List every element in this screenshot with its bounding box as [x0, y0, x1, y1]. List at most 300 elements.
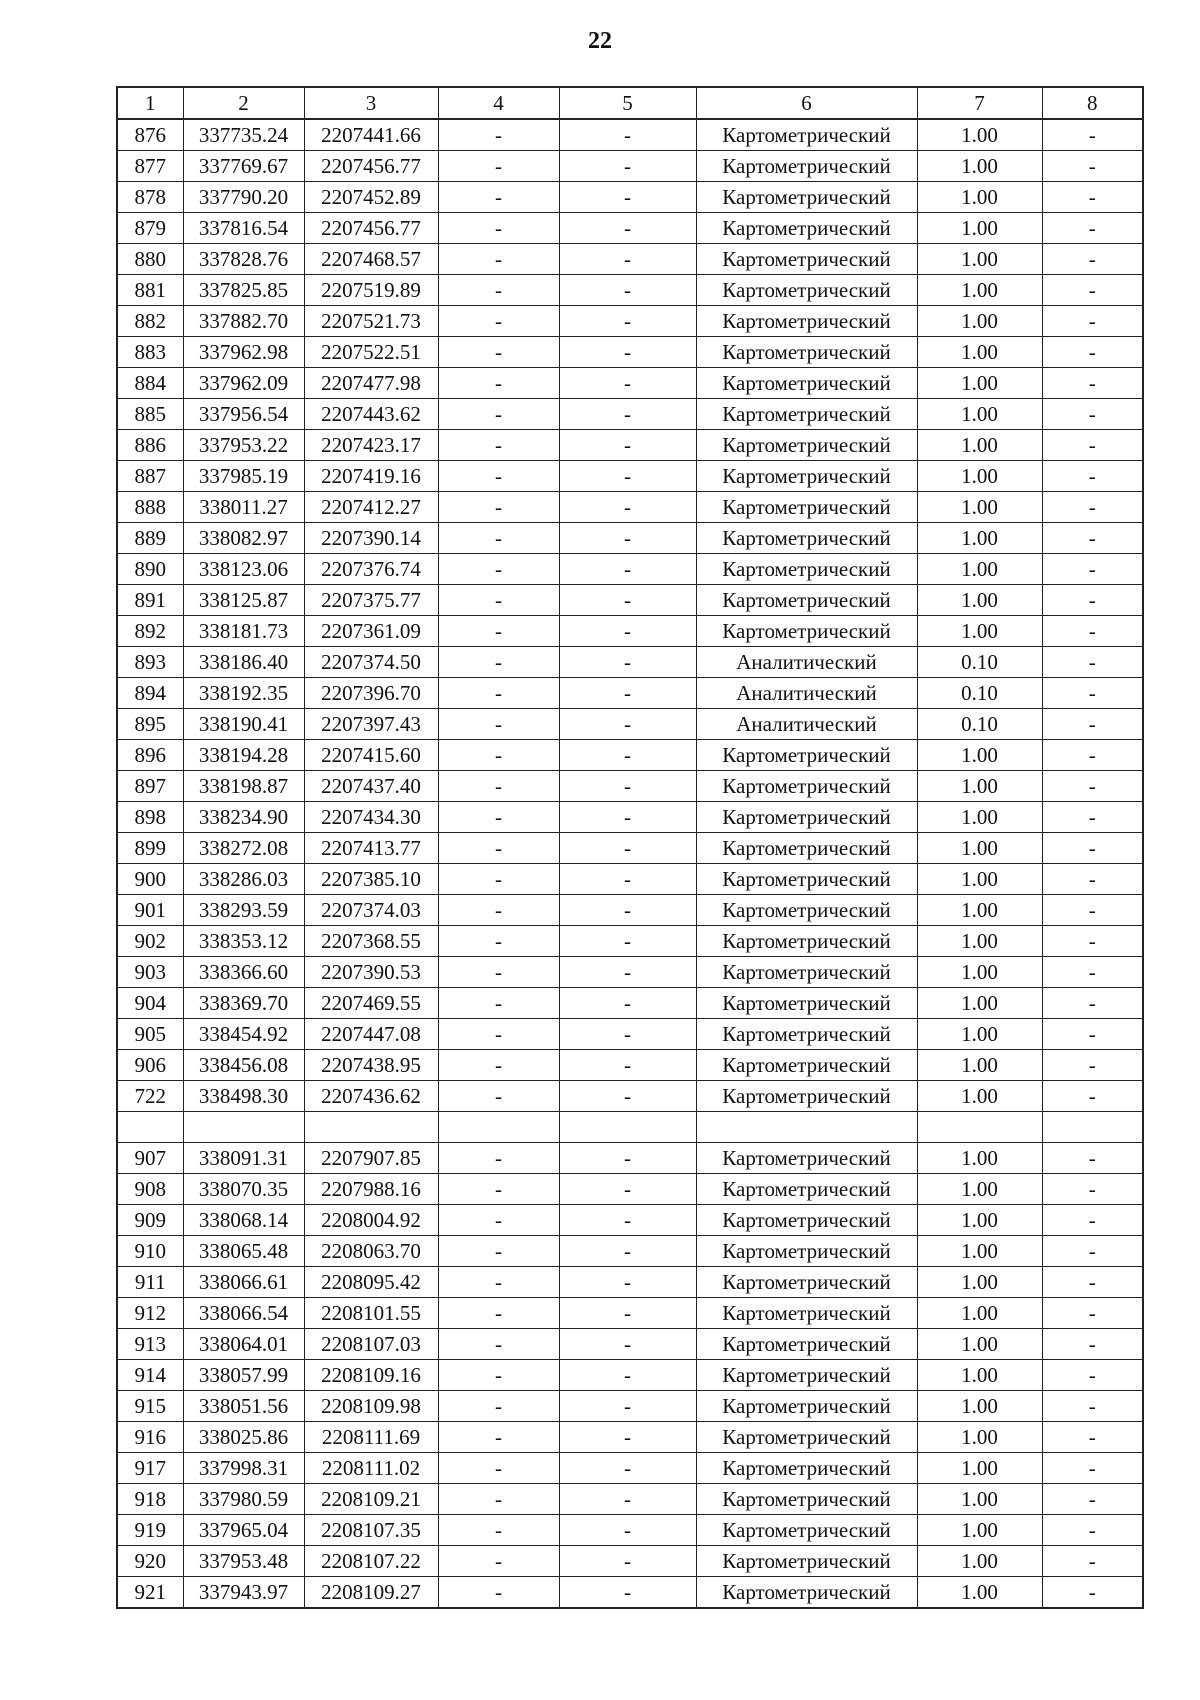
table-cell: 2207415.60 — [304, 740, 438, 771]
table-cell: 1.00 — [917, 1174, 1042, 1205]
table-header — [117, 87, 1143, 119]
table-row — [117, 1515, 1143, 1546]
table-cell: - — [438, 988, 559, 1019]
table-cell: - — [559, 895, 696, 926]
table-cell: 911 — [117, 1267, 183, 1298]
table-cell: - — [559, 771, 696, 802]
table-cell: 2207375.77 — [304, 585, 438, 616]
table-cell: 1.00 — [917, 1360, 1042, 1391]
table-cell: 337769.67 — [183, 151, 304, 182]
table-cell: 337943.97 — [183, 1577, 304, 1609]
table-cell: 2207374.50 — [304, 647, 438, 678]
table-cell: 1.00 — [917, 1236, 1042, 1267]
table-cell — [117, 1112, 183, 1143]
table-cell: 2208107.03 — [304, 1329, 438, 1360]
table-cell: - — [559, 1267, 696, 1298]
table-cell: 338194.28 — [183, 740, 304, 771]
table-cell: - — [559, 368, 696, 399]
table-cell: - — [559, 1546, 696, 1577]
table-cell: 338181.73 — [183, 616, 304, 647]
table-cell: Картометрический — [696, 1081, 917, 1112]
table-cell: 1.00 — [917, 368, 1042, 399]
table-cell: - — [1042, 1267, 1143, 1298]
table-row — [117, 833, 1143, 864]
table-cell: Аналитический — [696, 678, 917, 709]
table-cell: Картометрический — [696, 523, 917, 554]
table-cell: - — [438, 1453, 559, 1484]
table-cell: - — [1042, 430, 1143, 461]
table-cell: 0.10 — [917, 678, 1042, 709]
table-cell: 337828.76 — [183, 244, 304, 275]
table-cell: Картометрический — [696, 1453, 917, 1484]
table-cell: 338068.14 — [183, 1205, 304, 1236]
table-cell: - — [438, 213, 559, 244]
table-cell: - — [438, 399, 559, 430]
table-cell: 2208107.22 — [304, 1546, 438, 1577]
table-cell: - — [559, 957, 696, 988]
table-cell: - — [559, 1081, 696, 1112]
table-cell: Картометрический — [696, 585, 917, 616]
table-cell: 2207907.85 — [304, 1143, 438, 1174]
table-cell: 883 — [117, 337, 183, 368]
table-cell: 1.00 — [917, 616, 1042, 647]
table-cell: - — [438, 833, 559, 864]
table-cell: Картометрический — [696, 1391, 917, 1422]
table-row — [117, 802, 1143, 833]
table-cell: 1.00 — [917, 1050, 1042, 1081]
table-cell — [559, 1112, 696, 1143]
table-cell: 2207468.57 — [304, 244, 438, 275]
table-cell: 920 — [117, 1546, 183, 1577]
table-cell: Картометрический — [696, 1546, 917, 1577]
table-cell: - — [559, 1360, 696, 1391]
table-cell: 338186.40 — [183, 647, 304, 678]
table-cell: - — [1042, 213, 1143, 244]
table-cell: 2208004.92 — [304, 1205, 438, 1236]
table-cell: 337985.19 — [183, 461, 304, 492]
table-cell: 337816.54 — [183, 213, 304, 244]
table-cell: - — [438, 1298, 559, 1329]
table-cell: 919 — [117, 1515, 183, 1546]
table-cell: - — [559, 1050, 696, 1081]
table-cell: 876 — [117, 119, 183, 151]
table-cell: - — [1042, 771, 1143, 802]
table-cell: - — [1042, 1174, 1143, 1205]
table-cell: 337825.85 — [183, 275, 304, 306]
table-row — [117, 1422, 1143, 1453]
table-cell: - — [559, 802, 696, 833]
table-cell: 338051.56 — [183, 1391, 304, 1422]
table-cell: 1.00 — [917, 957, 1042, 988]
table-cell: 337980.59 — [183, 1484, 304, 1515]
table-cell: 338091.31 — [183, 1143, 304, 1174]
table-cell: Картометрический — [696, 864, 917, 895]
table-cell: Картометрический — [696, 1174, 917, 1205]
table-row — [117, 1050, 1143, 1081]
table-cell: 338369.70 — [183, 988, 304, 1019]
table-cell: Картометрический — [696, 151, 917, 182]
table-cell: 2207412.27 — [304, 492, 438, 523]
table-row — [117, 1143, 1143, 1174]
table-cell: - — [559, 709, 696, 740]
table-row — [117, 771, 1143, 802]
table-cell: - — [438, 430, 559, 461]
table-cell: 338190.41 — [183, 709, 304, 740]
table-cell: - — [1042, 182, 1143, 213]
table-cell: Картометрический — [696, 1205, 917, 1236]
table-cell: 889 — [117, 523, 183, 554]
table-cell: Аналитический — [696, 647, 917, 678]
table-cell: - — [559, 1329, 696, 1360]
table-cell: Картометрический — [696, 1329, 917, 1360]
table-cell: 1.00 — [917, 492, 1042, 523]
table-cell: 337953.22 — [183, 430, 304, 461]
table-cell: 1.00 — [917, 337, 1042, 368]
table-cell: - — [438, 151, 559, 182]
table-cell: - — [559, 213, 696, 244]
coordinates-table — [116, 86, 1144, 1609]
table-cell: - — [1042, 1019, 1143, 1050]
table-row — [117, 554, 1143, 585]
table-cell: - — [438, 554, 559, 585]
table-cell: - — [1042, 1360, 1143, 1391]
table-cell: 337790.20 — [183, 182, 304, 213]
table-cell: - — [559, 1484, 696, 1515]
table-cell: - — [559, 678, 696, 709]
table-cell: 2208109.16 — [304, 1360, 438, 1391]
table-cell: - — [559, 1205, 696, 1236]
table-row — [117, 1112, 1143, 1143]
table-cell: - — [438, 1515, 559, 1546]
table-cell: - — [1042, 895, 1143, 926]
table-cell: 908 — [117, 1174, 183, 1205]
table-cell: 906 — [117, 1050, 183, 1081]
table-cell: Картометрический — [696, 1422, 917, 1453]
table-cell: - — [559, 275, 696, 306]
table-cell: Аналитический — [696, 709, 917, 740]
table-row — [117, 709, 1143, 740]
table-cell: - — [438, 1174, 559, 1205]
table-cell: - — [559, 492, 696, 523]
table-cell: 338070.35 — [183, 1174, 304, 1205]
column-header: 4 — [438, 87, 559, 119]
table-row — [117, 1577, 1143, 1609]
column-header: 3 — [304, 87, 438, 119]
table-cell: 1.00 — [917, 1546, 1042, 1577]
table-row — [117, 337, 1143, 368]
table-cell: 921 — [117, 1577, 183, 1609]
table-cell: 910 — [117, 1236, 183, 1267]
table-row — [117, 275, 1143, 306]
table-row — [117, 1391, 1143, 1422]
table-cell: - — [559, 647, 696, 678]
table-cell: 1.00 — [917, 244, 1042, 275]
table-cell: 1.00 — [917, 1391, 1042, 1422]
table-cell: 1.00 — [917, 1205, 1042, 1236]
table-cell: - — [438, 368, 559, 399]
table-cell: 1.00 — [917, 740, 1042, 771]
table-cell: - — [1042, 337, 1143, 368]
table-cell — [183, 1112, 304, 1143]
table-cell: 0.10 — [917, 709, 1042, 740]
table-cell: 879 — [117, 213, 183, 244]
table-cell: - — [559, 1453, 696, 1484]
table-cell: 1.00 — [917, 1484, 1042, 1515]
table-cell: - — [438, 1422, 559, 1453]
table-cell: 1.00 — [917, 1143, 1042, 1174]
table-cell: 891 — [117, 585, 183, 616]
table-cell: - — [1042, 647, 1143, 678]
table-row — [117, 1453, 1143, 1484]
table-cell: - — [559, 244, 696, 275]
table-cell: Картометрический — [696, 1143, 917, 1174]
table-cell: 1.00 — [917, 151, 1042, 182]
table-cell: Картометрический — [696, 275, 917, 306]
table-cell: 2207423.17 — [304, 430, 438, 461]
table-cell: - — [1042, 1205, 1143, 1236]
table-cell: Картометрический — [696, 213, 917, 244]
table-cell: Картометрический — [696, 1577, 917, 1609]
table-row — [117, 430, 1143, 461]
table-cell: 897 — [117, 771, 183, 802]
table-cell: - — [559, 616, 696, 647]
table-cell: Картометрический — [696, 337, 917, 368]
table-cell: - — [438, 275, 559, 306]
table-cell: 338125.87 — [183, 585, 304, 616]
table-cell: 337735.24 — [183, 119, 304, 151]
table-cell: 337882.70 — [183, 306, 304, 337]
table-cell: Картометрический — [696, 119, 917, 151]
table-cell: 877 — [117, 151, 183, 182]
table-cell: Картометрический — [696, 740, 917, 771]
table-cell: 2208101.55 — [304, 1298, 438, 1329]
table-cell: 338234.90 — [183, 802, 304, 833]
table-cell: 338286.03 — [183, 864, 304, 895]
table-cell: - — [438, 461, 559, 492]
table-cell: 917 — [117, 1453, 183, 1484]
table-cell: 338057.99 — [183, 1360, 304, 1391]
table-cell: 909 — [117, 1205, 183, 1236]
table-cell: - — [1042, 1422, 1143, 1453]
table-cell: - — [1042, 740, 1143, 771]
table-cell: - — [1042, 1577, 1143, 1609]
table-cell: Картометрический — [696, 1236, 917, 1267]
column-header: 6 — [696, 87, 917, 119]
table-cell: - — [438, 1081, 559, 1112]
table-cell: - — [1042, 957, 1143, 988]
table-cell: 338064.01 — [183, 1329, 304, 1360]
table-cell: 888 — [117, 492, 183, 523]
table-cell: - — [438, 864, 559, 895]
table-cell: - — [438, 119, 559, 151]
table-cell: 337965.04 — [183, 1515, 304, 1546]
table-cell: 2208109.98 — [304, 1391, 438, 1422]
table-cell: 338456.08 — [183, 1050, 304, 1081]
table-cell: 1.00 — [917, 1577, 1042, 1609]
table-cell: 1.00 — [917, 864, 1042, 895]
table-cell: - — [438, 740, 559, 771]
table-cell: - — [438, 244, 559, 275]
table-cell: Картометрический — [696, 926, 917, 957]
table-cell: - — [438, 1484, 559, 1515]
table-row — [117, 1081, 1143, 1112]
table-cell: 887 — [117, 461, 183, 492]
table-cell: 884 — [117, 368, 183, 399]
table-cell: 338366.60 — [183, 957, 304, 988]
table-cell: - — [1042, 368, 1143, 399]
table-cell: - — [1042, 864, 1143, 895]
table-cell: - — [1042, 678, 1143, 709]
table-cell: 338066.61 — [183, 1267, 304, 1298]
table-body — [117, 119, 1143, 1608]
table-cell: 914 — [117, 1360, 183, 1391]
table-cell: 2207376.74 — [304, 554, 438, 585]
table-cell: 2207988.16 — [304, 1174, 438, 1205]
table-cell: - — [559, 337, 696, 368]
table-cell: 1.00 — [917, 1422, 1042, 1453]
table-cell: - — [438, 492, 559, 523]
table-cell: - — [1042, 1453, 1143, 1484]
table-cell: 885 — [117, 399, 183, 430]
table-cell: 2207390.53 — [304, 957, 438, 988]
table-cell: - — [438, 523, 559, 554]
table-cell: 2207397.43 — [304, 709, 438, 740]
table-cell — [304, 1112, 438, 1143]
table-cell: - — [1042, 1515, 1143, 1546]
table-cell: - — [1042, 709, 1143, 740]
table-cell: - — [1042, 1050, 1143, 1081]
table-cell: 1.00 — [917, 802, 1042, 833]
table-cell: - — [1042, 1236, 1143, 1267]
table-row — [117, 213, 1143, 244]
table-cell: - — [559, 523, 696, 554]
table-cell: - — [1042, 554, 1143, 585]
table-cell: Картометрический — [696, 244, 917, 275]
table-cell: Картометрический — [696, 182, 917, 213]
column-header: 5 — [559, 87, 696, 119]
table-cell: 2207413.77 — [304, 833, 438, 864]
table-cell: - — [1042, 1546, 1143, 1577]
table-cell: 1.00 — [917, 213, 1042, 244]
table-cell: - — [438, 1391, 559, 1422]
table-cell: 2207419.16 — [304, 461, 438, 492]
table-cell: - — [438, 1236, 559, 1267]
table-cell: Картометрический — [696, 430, 917, 461]
table-cell: 1.00 — [917, 1019, 1042, 1050]
table-cell: 2207469.55 — [304, 988, 438, 1019]
table-row — [117, 1360, 1143, 1391]
table-cell: 337962.98 — [183, 337, 304, 368]
table-cell: - — [438, 337, 559, 368]
table-cell: Картометрический — [696, 1019, 917, 1050]
table-row — [117, 151, 1143, 182]
column-header: 7 — [917, 87, 1042, 119]
column-header: 8 — [1042, 87, 1143, 119]
table-cell: - — [438, 182, 559, 213]
page-number: 22 — [588, 28, 612, 54]
table-cell: 338293.59 — [183, 895, 304, 926]
table-cell: 338353.12 — [183, 926, 304, 957]
table-cell: Картометрический — [696, 771, 917, 802]
table-row — [117, 182, 1143, 213]
table-row — [117, 1174, 1143, 1205]
table-row — [117, 399, 1143, 430]
table-cell: - — [559, 740, 696, 771]
table-cell: - — [438, 1267, 559, 1298]
table-cell: Картометрический — [696, 399, 917, 430]
table-cell: - — [559, 864, 696, 895]
table-cell: - — [559, 1298, 696, 1329]
table-cell: - — [1042, 492, 1143, 523]
table-cell: 338498.30 — [183, 1081, 304, 1112]
table-cell: 2208111.69 — [304, 1422, 438, 1453]
table-row — [117, 1298, 1143, 1329]
table-cell: 2207374.03 — [304, 895, 438, 926]
table-cell: - — [438, 306, 559, 337]
table-cell: - — [438, 678, 559, 709]
table-cell: - — [1042, 244, 1143, 275]
table-cell: 2208107.35 — [304, 1515, 438, 1546]
table-cell: - — [559, 461, 696, 492]
table-cell: - — [559, 1174, 696, 1205]
table-cell: - — [559, 1391, 696, 1422]
table-cell: 0.10 — [917, 647, 1042, 678]
table-cell: - — [1042, 275, 1143, 306]
table-cell: 2207385.10 — [304, 864, 438, 895]
table-row — [117, 1236, 1143, 1267]
table-cell: - — [438, 895, 559, 926]
table-cell: 1.00 — [917, 1329, 1042, 1360]
table-row — [117, 585, 1143, 616]
table-cell: 2207361.09 — [304, 616, 438, 647]
table-cell: - — [1042, 802, 1143, 833]
table-cell: 337953.48 — [183, 1546, 304, 1577]
table-cell: - — [1042, 1143, 1143, 1174]
table-cell: 898 — [117, 802, 183, 833]
table-cell: - — [559, 1577, 696, 1609]
table-cell: 2208109.21 — [304, 1484, 438, 1515]
table-row — [117, 244, 1143, 275]
table-cell: - — [1042, 461, 1143, 492]
table-cell: 2207396.70 — [304, 678, 438, 709]
table-cell: - — [438, 957, 559, 988]
table-cell: - — [438, 1205, 559, 1236]
table-row — [117, 1329, 1143, 1360]
table-cell: - — [559, 1515, 696, 1546]
table-cell: - — [1042, 306, 1143, 337]
table-cell: 338272.08 — [183, 833, 304, 864]
table-cell: 901 — [117, 895, 183, 926]
table-cell: 2207456.77 — [304, 213, 438, 244]
table-cell: 722 — [117, 1081, 183, 1112]
table-cell: 2207522.51 — [304, 337, 438, 368]
table-cell: 907 — [117, 1143, 183, 1174]
table-cell: 2207436.62 — [304, 1081, 438, 1112]
column-header: 2 — [183, 87, 304, 119]
table-cell: - — [559, 119, 696, 151]
table-cell: Картометрический — [696, 1484, 917, 1515]
table-cell: 2207447.08 — [304, 1019, 438, 1050]
table-cell: 1.00 — [917, 1298, 1042, 1329]
table-cell: - — [438, 771, 559, 802]
table-row — [117, 988, 1143, 1019]
table-row — [117, 523, 1143, 554]
table-cell: 916 — [117, 1422, 183, 1453]
table-row — [117, 864, 1143, 895]
table-cell: - — [559, 1019, 696, 1050]
table-cell: 1.00 — [917, 523, 1042, 554]
table-cell: - — [559, 554, 696, 585]
